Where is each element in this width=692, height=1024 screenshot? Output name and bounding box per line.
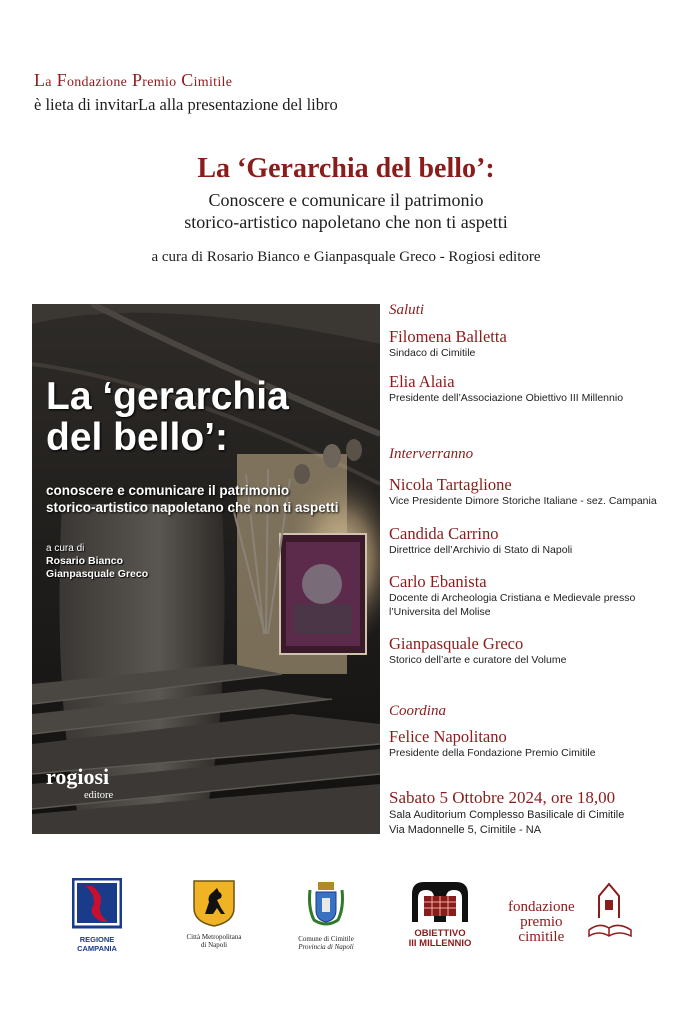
arches-icon xyxy=(408,878,472,924)
regione-emblem-icon xyxy=(72,878,122,930)
speaker-name: Gianpasquale Greco xyxy=(389,634,524,653)
book-cover xyxy=(32,304,380,834)
book-curators: a cura di Rosario Bianco e Gianpasquale Greco - Rogiosi editore xyxy=(151,249,541,265)
speaker-role: Direttrice dell’Archivio di Stato di Napoli xyxy=(389,544,573,556)
speaker-role: Vice Presidente Dimore Storiche Italiane - sez. Campania xyxy=(389,495,657,507)
section-coordina: Coordina xyxy=(389,703,446,719)
organization-name: La Fondazione Premio Cimitile xyxy=(34,70,233,90)
book-title: La ‘Gerarchia del bello’: xyxy=(197,153,495,184)
comune-cimitile-logo: Comune di Cimitile Provincia di Napoli xyxy=(286,878,366,951)
cover-publisher-logo: rogiosi xyxy=(46,764,110,789)
cover-title: La ‘gerarchia del bello’: xyxy=(46,375,289,459)
section-interverranno: Interverranno xyxy=(389,446,474,462)
moderator-name: Felice Napolitano xyxy=(389,727,507,746)
book-subtitle: Conoscere e comunicare il patrimonio storico-artistico napoletano che non ti aspetti xyxy=(184,190,508,232)
event-address: Via Madonnelle 5, Cimitile - NA xyxy=(389,824,542,836)
speaker-role: Presidente dell’Associazione Obiettivo III Millennio xyxy=(389,392,624,404)
speaker-role: Sindaco di Cimitile xyxy=(389,347,476,359)
comune-crest-icon xyxy=(304,878,348,930)
cover-publisher-sub: editore xyxy=(84,790,114,801)
regione-campania-logo: REGIONE CAMPANIA xyxy=(62,878,132,953)
speaker-role: Docente di Archeologia Cristiana e Medievale presso l’Universita del Molise xyxy=(389,592,636,618)
cover-curators: a cura di Rosario Bianco Gianpasquale Greco xyxy=(46,543,149,580)
fondazione-premio-cimitile-logo: fondazione premio cimitile xyxy=(508,899,575,945)
moderator-role: Presidente della Fondazione Premio Cimitile xyxy=(389,747,596,759)
invitation-text: è lieta di invitarLa alla presentazione del libro xyxy=(34,95,338,114)
section-saluti: Saluti xyxy=(389,302,425,318)
church-book-icon xyxy=(585,878,635,948)
event-date: Sabato 5 Ottobre 2024, ore 18,00 xyxy=(389,788,616,807)
speaker-role: Storico dell’arte e curatore del Volume xyxy=(389,654,567,666)
speaker-name: Nicola Tartaglione xyxy=(389,475,512,494)
speaker-name: Filomena Balletta xyxy=(389,327,507,346)
speaker-name: Carlo Ebanista xyxy=(389,572,487,591)
speaker-name: Elia Alaia xyxy=(389,372,455,391)
event-venue: Sala Auditorium Complesso Basilicale di Cimitile xyxy=(389,809,625,821)
horse-shield-icon xyxy=(191,878,237,928)
obiettivo-millennio-logo: OBIETTIVO III MILLENNIO xyxy=(402,878,478,949)
speaker-name: Candida Carrino xyxy=(389,524,499,543)
citta-metropolitana-logo: Città Metropolitana di Napoli xyxy=(178,878,250,949)
cover-subtitle: conoscere e comunicare il patrimonio storico-artistico napoletano che non ti aspetti xyxy=(46,483,339,515)
